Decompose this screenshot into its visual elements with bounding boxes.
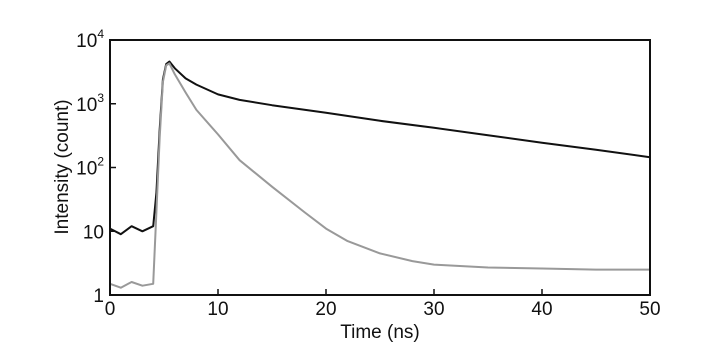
y-tick-label: 1 xyxy=(93,286,104,307)
y-tick-label: $10^3$ xyxy=(76,90,104,116)
y-tick-label: $10^2$ xyxy=(76,154,104,180)
series-line-2 xyxy=(110,63,650,287)
x-tick-label: 20 xyxy=(315,299,337,320)
x-tick-label: 30 xyxy=(423,299,445,320)
series-line-1 xyxy=(110,62,650,235)
y-tick-label: 10 xyxy=(82,222,104,244)
y-axis-title: Intensity (count) xyxy=(52,99,73,235)
x-tick-label: 10 xyxy=(207,299,229,320)
x-axis-title: Time (ns) xyxy=(340,322,420,342)
plot-frame xyxy=(110,40,650,295)
x-tick-label: 40 xyxy=(531,299,553,320)
series-layer xyxy=(110,62,650,288)
x-tick-label: 0 xyxy=(104,299,116,320)
y-tick-label: $10^4$ xyxy=(76,27,104,52)
x-tick-label: 50 xyxy=(639,299,661,320)
